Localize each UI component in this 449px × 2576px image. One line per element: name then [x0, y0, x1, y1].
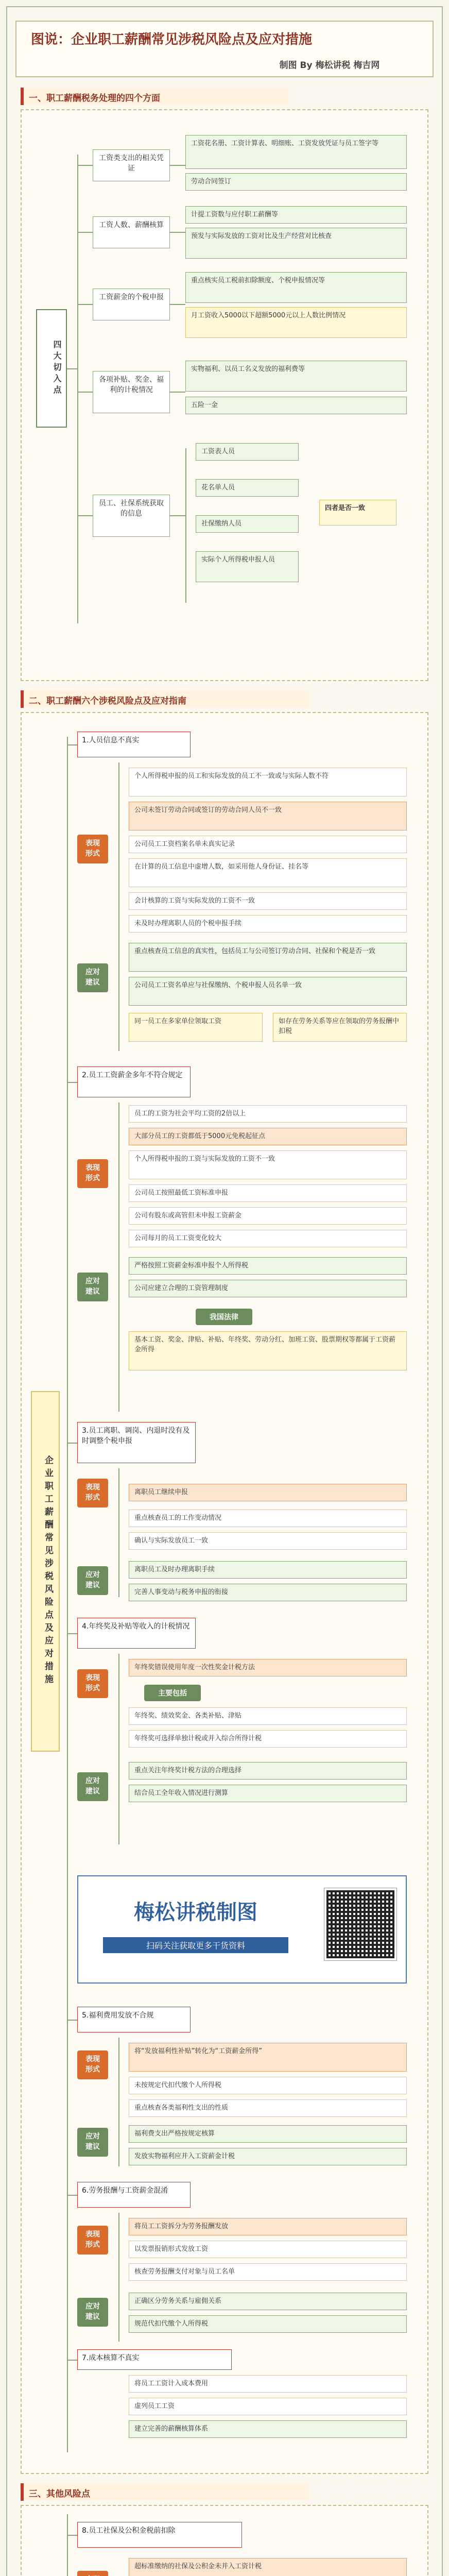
- page-subtitle: 制图 By 梅松讲税 梅吉网: [279, 60, 380, 71]
- risk-fact: 年终奖错误使用年度一次性奖金计税方法: [129, 1659, 407, 1676]
- risk-1-tag-performance: 表现 形式: [77, 835, 108, 863]
- risk-2-tag-performance: 表现 形式: [77, 1159, 108, 1188]
- risk-3-tag-performance: 表现 形式: [77, 1479, 108, 1507]
- connector: [77, 165, 93, 166]
- risk-detail: 未及时办理离职人员的个税申报手续: [129, 915, 407, 933]
- branch-label: 工资人数、薪酬核算: [93, 216, 170, 248]
- connector: [77, 515, 93, 516]
- branch-conclusion: 四者是否一致: [319, 500, 396, 526]
- risk-fact: 虚列员工工资: [129, 2398, 407, 2415]
- risk-3-head: 3.员工离职、调岗、内退时没有及时调整个税申报: [77, 1422, 196, 1463]
- risk-fact: 个人所得税申报的工资与实际发放的工资不一致: [129, 1150, 407, 1179]
- connector: [67, 1082, 77, 1083]
- risk-detail: 会计核算的工资与实际发放的工资不一致: [129, 892, 407, 910]
- connector: [170, 232, 185, 233]
- risk-advice: 正确区分劳务关系与雇佣关系: [129, 2293, 407, 2310]
- risk-detail: 核查劳务报酬支付对象与员工名单: [129, 2263, 407, 2281]
- connector: [67, 2535, 77, 2536]
- risk-fact: 将“发放福利性补贴”转化为“工资薪金所得”: [129, 2043, 407, 2072]
- risk-detail: 在计算的员工信息中虚增人数，如采用他人身份证、挂名等: [129, 858, 407, 887]
- risk-7-head: 7.成本核算不真实: [77, 2349, 232, 2370]
- risk-extra: 同一员工在多家单位领取工资: [129, 1013, 263, 1042]
- risk-detail: 公司每月的员工工资变化较大: [129, 1230, 407, 1247]
- risk-5-tag-performance: 表现 形式: [77, 2050, 108, 2079]
- connector: [118, 1654, 119, 1844]
- risk-advice: 公司员工工资名单应与社保缴纳、个税申报人员名单一致: [129, 977, 407, 1006]
- connector: [77, 304, 93, 305]
- connector: [67, 2020, 77, 2021]
- banner-subtitle: 扫码关注获取更多干货资料: [103, 1937, 288, 1953]
- risk-detail: 公司有股东或高管但未申报工资薪金: [129, 1207, 407, 1225]
- risk-fact: 员工的工资为社会平均工资的2倍以上: [129, 1105, 407, 1123]
- branch-leaf: 社保缴纳人员: [196, 515, 299, 533]
- risk-fact: 个人所得税申报的员工和实际发放的员工不一致或与实际人数不符: [129, 768, 407, 796]
- section1-spine: [77, 155, 78, 623]
- connector: [67, 1633, 77, 1634]
- risk-5-head: 5.福利费用发放不合规: [77, 2007, 191, 2032]
- risk-advice: 结合员工全年收入情况进行测算: [129, 1785, 407, 1802]
- branch-leaf: 劳动合同签订: [185, 173, 407, 191]
- risk-advice: 规范代扣代缴个人所得税: [129, 2315, 407, 2333]
- risk-advice: 重点核查员工信息的真实性，包括员工与公司签订劳动合同、社保和个税是否一致: [129, 943, 407, 972]
- connector: [170, 515, 185, 516]
- connector: [77, 232, 93, 233]
- risk-fact: 将员工工资拆分为劳务报酬发放: [129, 2218, 407, 2235]
- risk-5-tag-advice: 应对 建议: [77, 2128, 108, 2157]
- risk-8-head: 8.员工社保及公积金税前扣除: [77, 2522, 242, 2548]
- branch-leaf: 实物福利、以员工名义发放的福利费等: [185, 361, 407, 392]
- connector: [118, 1468, 119, 1597]
- branch-leaf: 五险一金: [185, 397, 407, 414]
- connector: [118, 2038, 119, 2166]
- section1-panel: [21, 109, 428, 681]
- risk-fact: 未按规定代扣代缴个人所得税: [129, 2077, 407, 2094]
- branch-label: 各项补贴、奖金、福利的计税情况: [93, 371, 170, 413]
- risk-advice: 严格按照工资薪金标准申报个人所得税: [129, 1257, 407, 1275]
- risk-3-tag-advice: 应对 建议: [77, 1566, 108, 1595]
- risk-6-tag-advice: 应对 建议: [77, 2298, 108, 2327]
- risk-extra: 如存在劳务关系等应在领取的劳务报酬中扣税: [273, 1013, 407, 1042]
- connector: [118, 2213, 119, 2342]
- section2-vertical-label: 企业职工薪酬常见涉税风险点及应对措施: [31, 1391, 60, 1752]
- connector: [170, 165, 185, 166]
- risk-fact: 超标准缴纳的社保及公积金未并入工资计税: [129, 2558, 407, 2576]
- branch-label: 工资薪金的个税申报: [93, 289, 170, 320]
- connector: [67, 2360, 77, 2361]
- qr-code-icon: [324, 1888, 396, 1960]
- risk-4-tag-advice: 应对 建议: [77, 1772, 108, 1801]
- branch-label: 员工、社保系统获取的信息: [93, 495, 170, 537]
- section3-title: 三、其他风险点: [21, 2483, 309, 2501]
- risk-advice: 建立完善的薪酬核算体系: [129, 2420, 407, 2438]
- risk-1-tag-advice: 应对 建议: [77, 963, 108, 992]
- risk-6-tag-performance: 表现 形式: [77, 2226, 108, 2255]
- risk-2-extra-title: 我国法律: [196, 1309, 252, 1325]
- connector: [118, 762, 119, 1051]
- branch-leaf: 工资花名册、工资计算表、明细账、工资发放凭证与员工签字等: [185, 135, 407, 169]
- risk-advice: 完善人事变动与税务申报的衔接: [129, 1584, 407, 1601]
- risk-2-head: 2.员工工资薪金多年不符合规定: [77, 1066, 191, 1097]
- connector: [67, 744, 77, 745]
- connector: [77, 392, 93, 393]
- risk-fact: 离职员工继续申报: [129, 1484, 407, 1501]
- risk-advice: 离职员工及时办理离职手续: [129, 1561, 407, 1579]
- risk-8-tag-performance: [77, 2571, 108, 2576]
- risk-6-head: 6.劳务报酬与工资薪金混淆: [77, 2182, 191, 2208]
- risk-fact: 大部分员工的工资都低于5000元免税起征点: [129, 1128, 407, 1145]
- risk-1-head: 1.人员信息不真实: [77, 732, 191, 757]
- risk-advice: 发放实物福利应并入工资薪金计税: [129, 2148, 407, 2165]
- risk-detail: 年终奖可选择单独计税或并入综合所得计税: [129, 1730, 407, 1748]
- risk-4-label: 主要包括: [144, 1685, 201, 1701]
- risk-advice: 重点关注年终奖计税方法的合理选择: [129, 1762, 407, 1780]
- connector: [170, 392, 185, 393]
- risk-2-tag-advice: 应对 建议: [77, 1273, 108, 1301]
- section1-root: 四大切入点: [36, 309, 67, 428]
- risk-advice: 福利费支出严格按规定核算: [129, 2125, 407, 2143]
- risk-4-head: 4.年终奖及补贴等收入的计税情况: [77, 1618, 196, 1649]
- section1-root-connector: [67, 368, 77, 369]
- banner-title: 梅松讲税制图: [134, 1901, 257, 1924]
- risk-fact: 以发票报销形式发放工资: [129, 2241, 407, 2258]
- branch-leaf: 实际个人所得税申报人员: [196, 551, 299, 582]
- branch-label: 工资类支出的相关凭证: [93, 149, 170, 181]
- branch-leaf: 工资表人员: [196, 443, 299, 461]
- section2-title: 二、职工薪酬六个涉税风险点及应对指南: [21, 690, 309, 708]
- risk-advice: 公司应建立合理的工资管理制度: [129, 1280, 407, 1297]
- branch-leaf: 计提工资数与应付职工薪酬等: [185, 206, 407, 224]
- branch-leaf: 花名单人员: [196, 479, 299, 497]
- connector: [118, 1103, 119, 1412]
- risk-detail: 重点核查员工的工作变动情况: [129, 1510, 407, 1527]
- connector: [67, 1443, 77, 1444]
- branch-leaf: 月工资收入5000以下超额5000元以上人数比例情况: [185, 307, 407, 338]
- risk-detail: 年终奖、绩效奖金、各类补贴、津贴: [129, 1707, 407, 1725]
- section1-title: 一、职工薪酬税务处理的四个方面: [21, 88, 288, 105]
- connector: [185, 448, 186, 603]
- branch-leaf: 重点核实员工税前扣除额度、个税申报情况等: [185, 272, 407, 303]
- connector: [170, 304, 185, 305]
- connector: [67, 2195, 77, 2196]
- risk-4-tag-performance: 表现 形式: [77, 1669, 108, 1698]
- risk-extra: 基本工资、奖金、津贴、补贴、年终奖、劳动分红、加班工资、股票期权等都属于工资薪金所得: [129, 1331, 407, 1370]
- section3-spine: [67, 2514, 68, 2576]
- page-title: 图说：企业职工薪酬常见涉税风险点及应对措施: [31, 32, 313, 47]
- branch-leaf: 预发与实际发放的工资对比及生产经营对比核查: [185, 228, 407, 259]
- risk-fact: 将员工工资计入成本费用: [129, 2375, 407, 2393]
- risk-detail: 重点核查各类福利性支出的性质: [129, 2099, 407, 2117]
- risk-detail: 公司员工按照最低工资标准申报: [129, 1184, 407, 1202]
- risk-detail: 确认与实际发放员工一致: [129, 1532, 407, 1550]
- risk-fact: 公司员工工资档案名单未真实记录: [129, 836, 407, 853]
- risk-fact: 公司未签订劳动合同或签订的劳动合同人员不一致: [129, 802, 407, 831]
